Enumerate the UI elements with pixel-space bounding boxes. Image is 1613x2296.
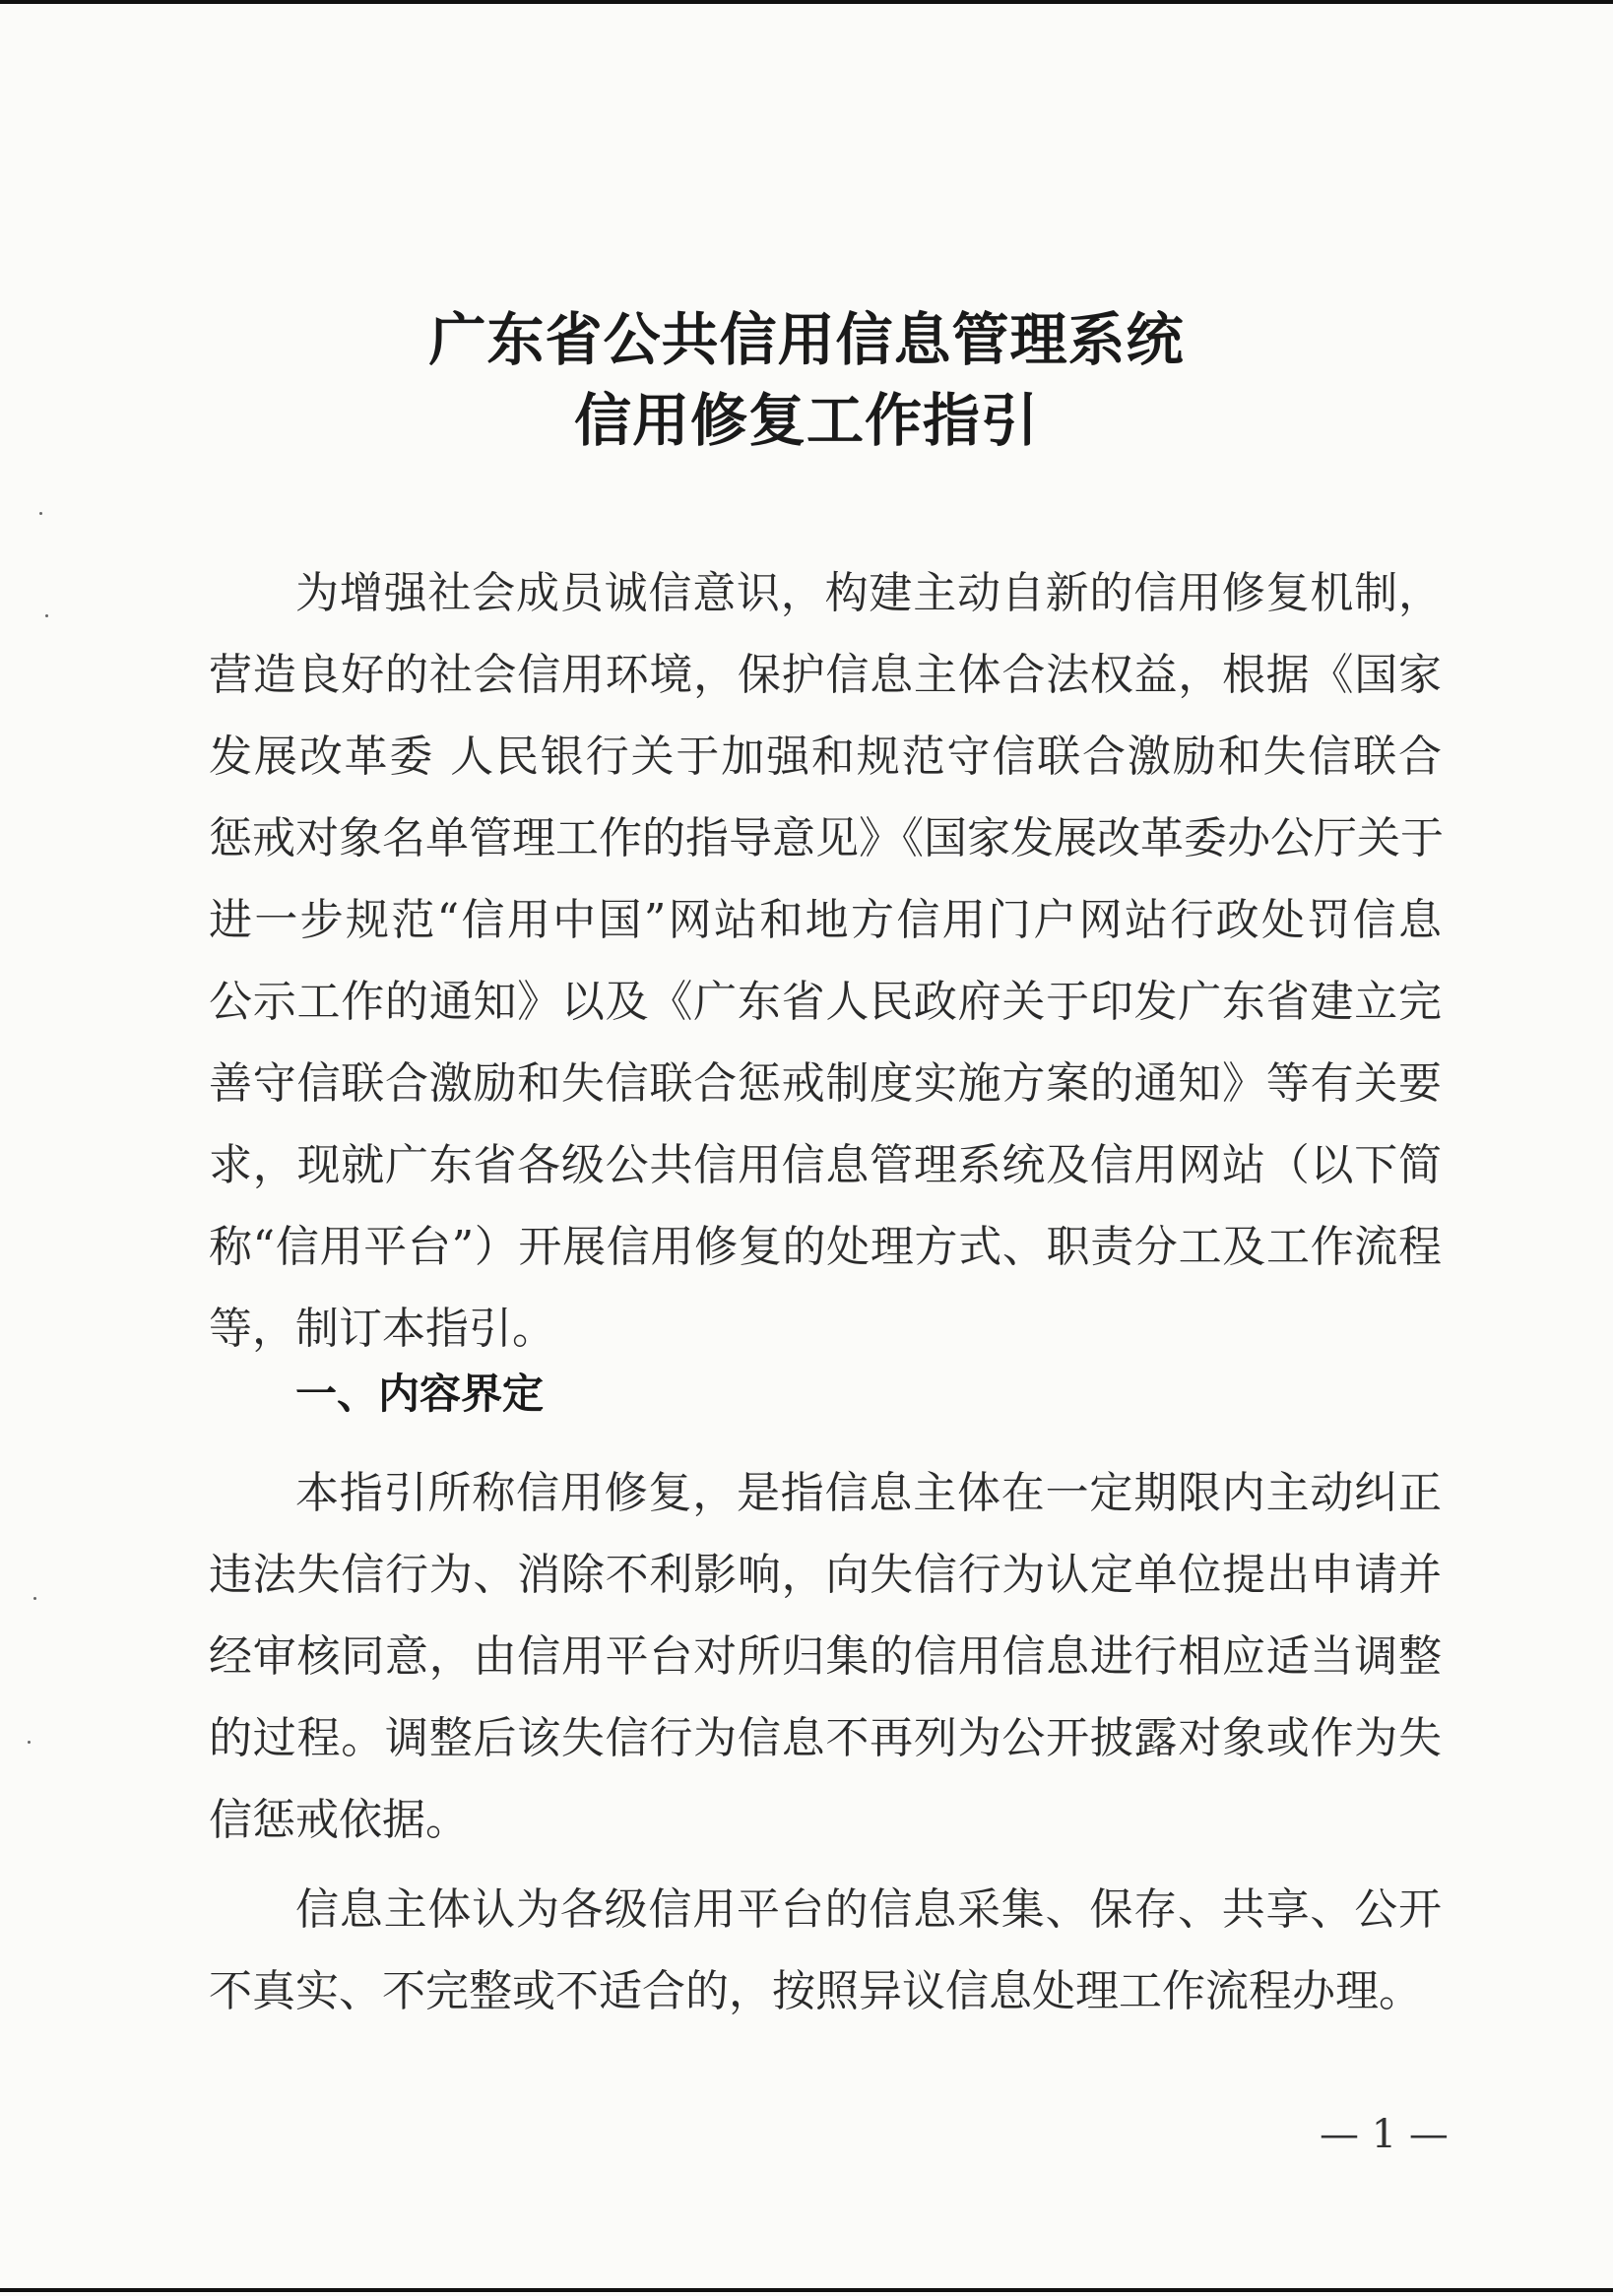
text-line: 等，制订本指引。 [209, 1304, 555, 1354]
paragraph-intro [209, 552, 1442, 1370]
text-line: 违法失信行为、消除不利影响，向失信行为认定单位提出申请并 [209, 1550, 1442, 1600]
scan-speck [33, 1597, 36, 1600]
paragraph-objection [209, 1869, 1442, 2032]
scan-edge-bottom [0, 2288, 1613, 2292]
scan-edge-top [0, 0, 1613, 4]
page-number: — 1 — [1320, 2112, 1449, 2157]
paragraph-definition [209, 1452, 1442, 1861]
text-line: 的过程。调整后该失信行为信息不再列为公开披露对象或作为失 [209, 1713, 1442, 1763]
text-line: 不真实、不完整或不适合的，按照异议信息处理工作流程办理。 [209, 1966, 1422, 2016]
text-line: 称“信用平台”）开展信用修复的处理方式、职责分工及工作流程 [209, 1222, 1442, 1272]
text-line: 经审核同意，由信用平台对所归集的信用信息进行相应适当调整 [209, 1631, 1442, 1682]
text-line: 信息主体认为各级信用平台的信息采集、保存、共享、公开 [295, 1884, 1442, 1935]
section-heading: 一、内容界定 [295, 1370, 545, 1418]
text-line: 信惩戒依据。 [209, 1795, 469, 1845]
text-line: 求，现就广东省各级公共信用信息管理系统及信用网站（以下简 [209, 1140, 1442, 1190]
document-title-line-1: 广东省公共信用信息管理系统 [428, 306, 1185, 373]
text-line: 公示工作的通知》以及《广东省人民政府关于印发广东省建立完 [209, 977, 1442, 1027]
document-title-line-2: 信用修复工作指引 [573, 387, 1039, 454]
text-line: 发展改革委 人民银行关于加强和规范守信联合激励和失信联合 [209, 732, 1442, 782]
text-line: 进一步规范“信用中国”网站和地方信用门户网站行政处罚信息 [209, 895, 1442, 945]
text-line: 善守信联合激励和失信联合惩戒制度实施方案的通知》等有关要 [209, 1058, 1442, 1109]
scan-speck [28, 1741, 31, 1744]
text-line: 为增强社会成员诚信意识，构建主动自新的信用修复机制， [295, 568, 1442, 618]
scan-speck [45, 614, 48, 617]
text-line: 本指引所称信用修复，是指信息主体在一定期限内主动纠正 [295, 1468, 1442, 1518]
text-line: 营造良好的社会信用环境，保护信息主体合法权益，根据《国家 [209, 650, 1442, 700]
scan-speck [39, 512, 42, 515]
text-line: 惩戒对象名单管理工作的指导意见》《国家发展改革委办公厅关于 [209, 813, 1444, 863]
